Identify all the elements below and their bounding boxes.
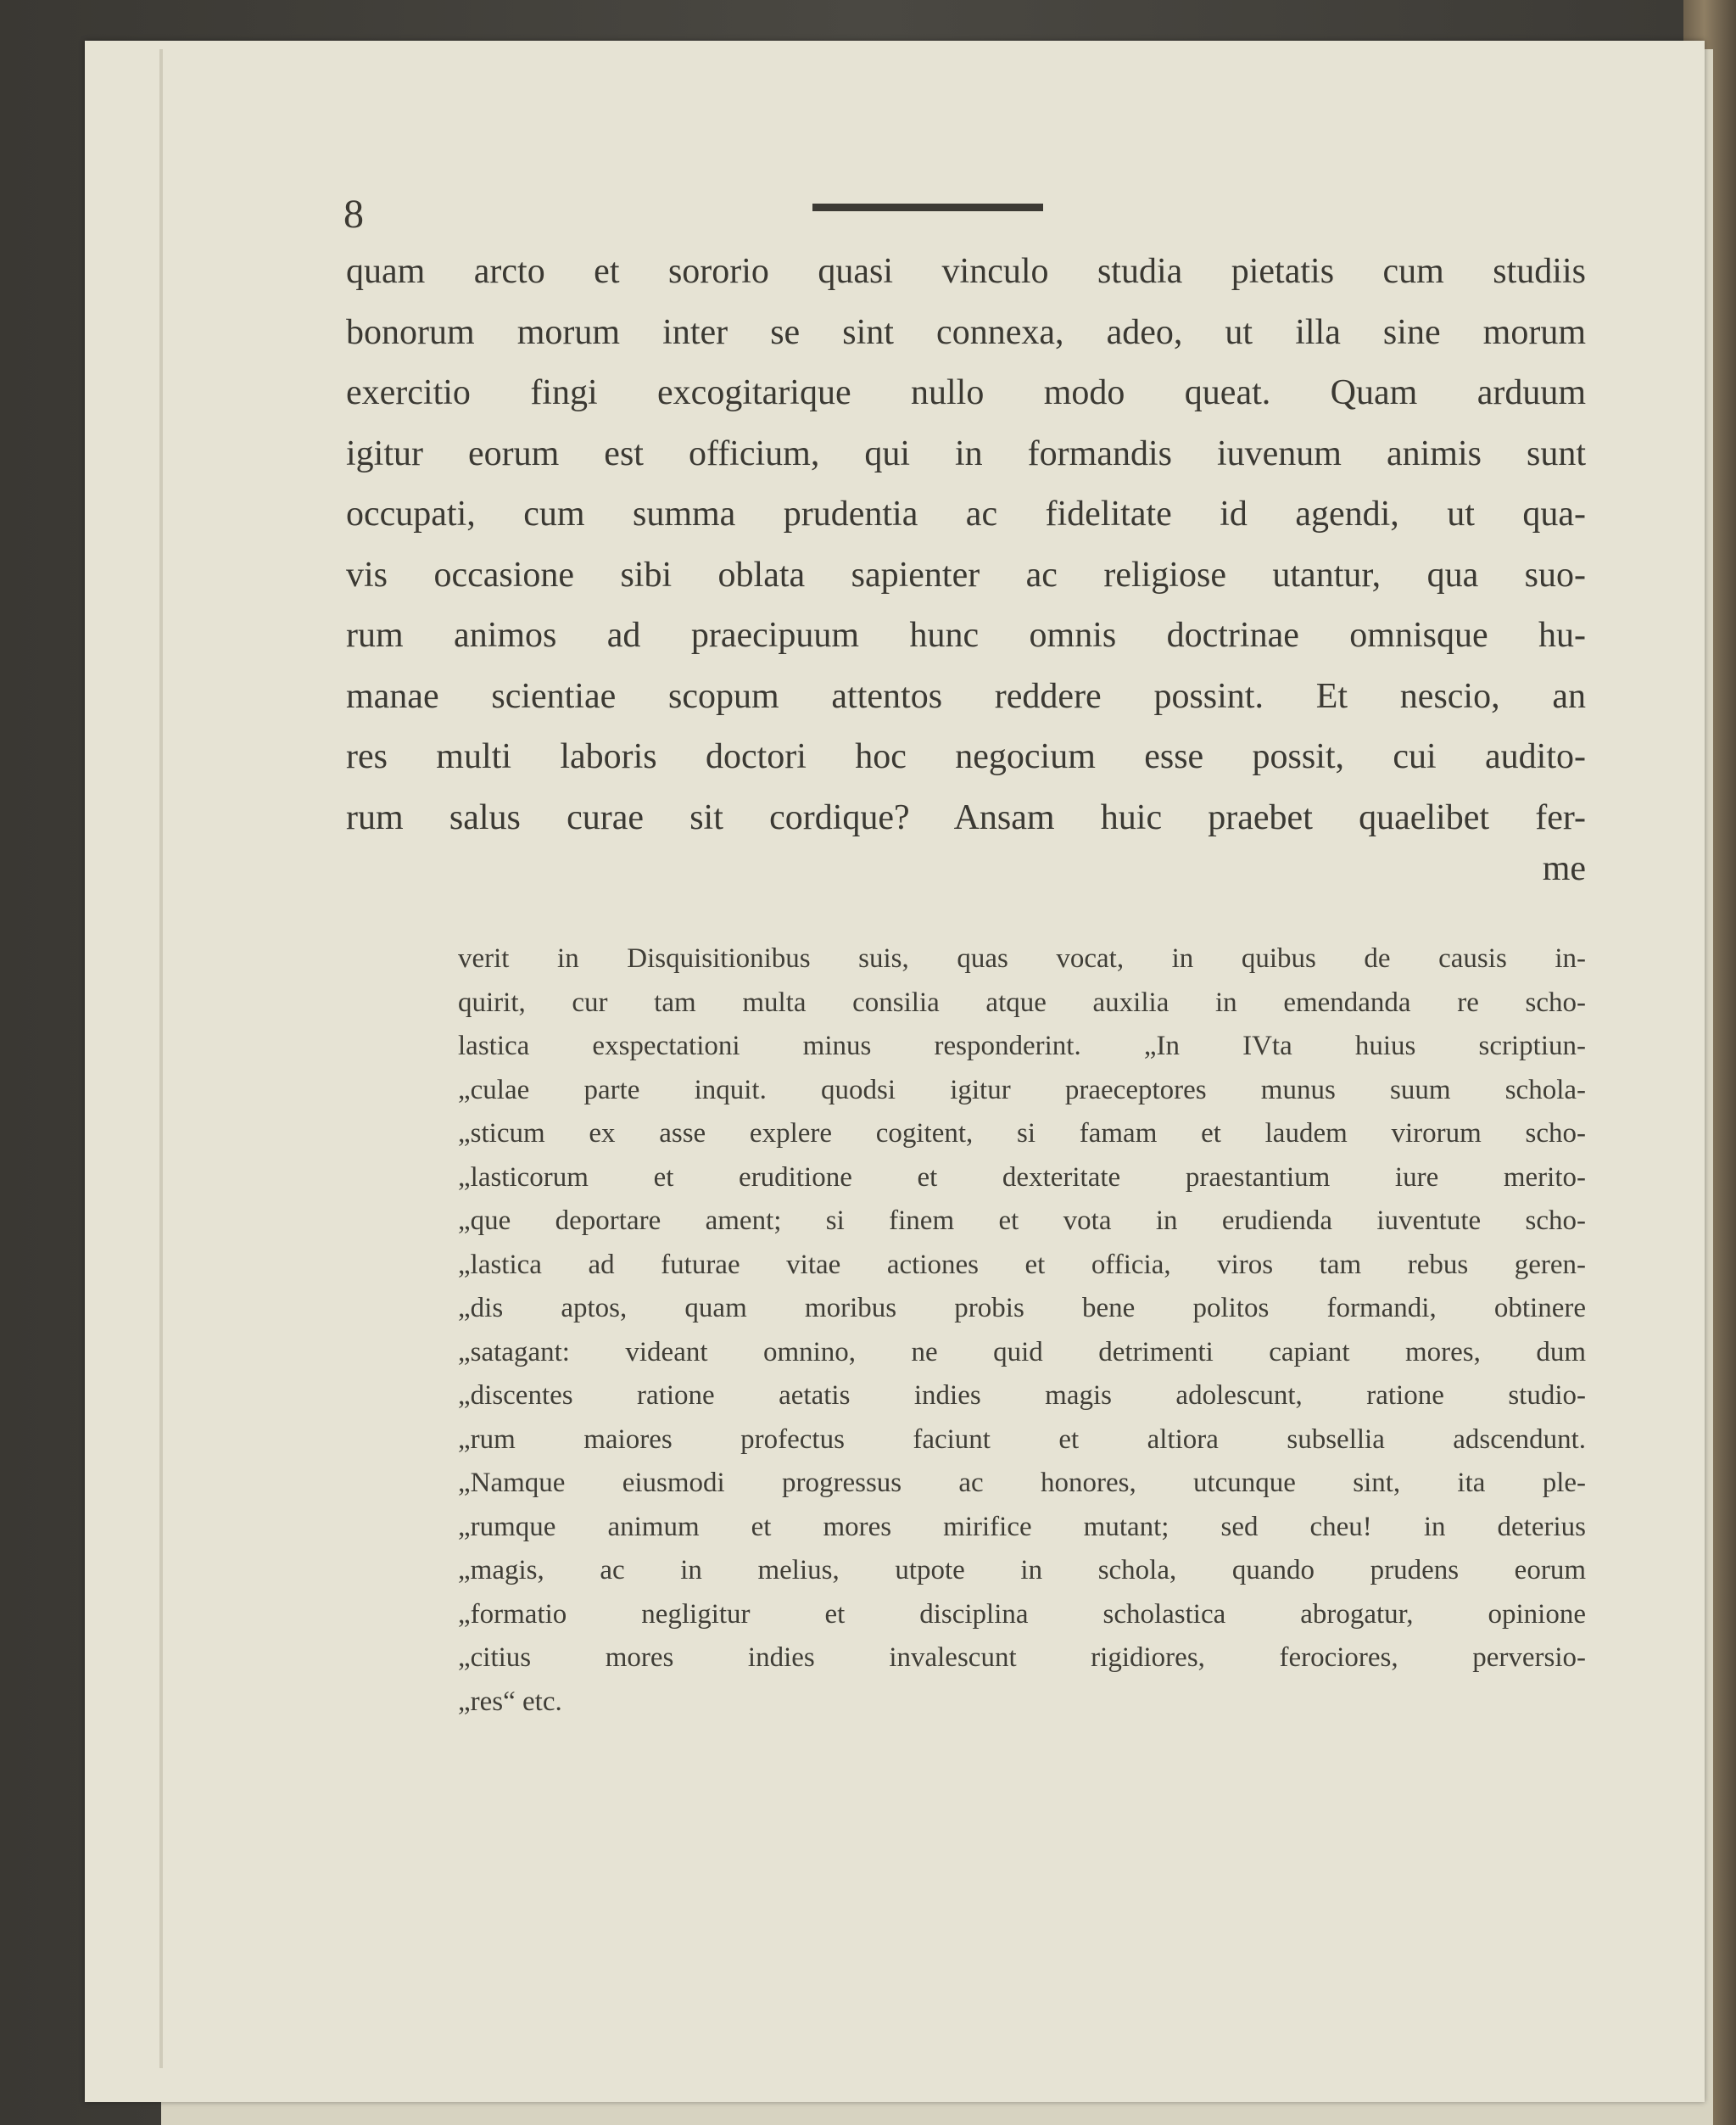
main-text-line: rum salus curae sit cordique? Ansam huic praebet quaelibet fer- [346,797,1586,837]
footnote-line: „lastica ad futurae vitae actiones et officia, viros tam rebus geren- [458,1249,1586,1280]
footnote-line: „sticum ex asse explere cogitent, si famam et laudem virorum scho- [458,1118,1586,1149]
footnote-line: „magis, ac in melius, utpote in schola, quando prudens eorum [458,1555,1586,1585]
footnote-line: „formatio negligitur et disciplina scholastica abrogatur, opinione [458,1598,1586,1630]
footnote-line: „satagant: videant omnino, ne quid detrimenti capiant mores, dum [458,1336,1586,1367]
footnote-line: „Namque eiusmodi progressus ac honores, utcunque sint, ita ple- [458,1468,1586,1498]
footnote-line: lastica exspectationi minus responderint. „In IVta huius scriptiun- [458,1031,1586,1061]
main-text-line: bonorum morum inter se sint connexa, adeo, ut illa sine morum [346,312,1586,352]
page-number: 8 [343,192,364,237]
footnote-line: „rumque animum et mores mirifice mutant; sed cheu! in deterius [458,1511,1586,1542]
footnote-line: quirit, cur tam multa consilia atque auxilia in emendanda re scho- [458,987,1586,1018]
footnote-line: „res“ etc. [458,1686,562,1717]
main-text-line: quam arcto et sororio quasi vinculo studia pietatis cum studiis [346,252,1586,291]
main-text-line: exercitio fingi excogitarique nullo modo queat. Quam arduum [346,373,1586,412]
main-text-line: rum animos ad praecipuum hunc omnis doctrinae omnisque hu- [346,616,1586,655]
footnote-line: „citius mores indies invalescunt rigidiores, ferociores, perversio- [458,1642,1586,1673]
main-text-line: occupati, cum summa prudentia ac fidelitate id agendi, ut qua- [346,495,1586,534]
footnote-line: „culae parte inquit. quodsi igitur praeceptores munus suum schola- [458,1074,1586,1105]
header-rule [812,204,1043,211]
footnote-line: „discentes ratione aetatis indies magis adolescunt, ratione studio- [458,1380,1586,1411]
footnote [458,937,1586,1724]
main-text-line: manae scientiae scopum attentos reddere possint. Et nescio, an [346,676,1586,716]
main-text-line: res multi laboris doctori hoc negocium esse possit, cui audito- [346,737,1586,776]
footnote-line: „que deportare ament; si finem et vota in erudienda iuventute scho- [458,1205,1586,1236]
main-text [346,242,1586,848]
footnote-line: verit in Disquisitionibus suis, quas vocat, in quibus de causis in- [458,943,1586,974]
main-text-line: igitur eorum est officium, qui in formandis iuvenum animis sunt [346,433,1586,473]
main-text-line: vis occasione sibi oblata sapienter ac religiose utantur, qua suo- [346,555,1586,595]
footnote-line: „dis aptos, quam moribus probis bene politos formandi, obtinere [458,1293,1586,1323]
page-fold-line [159,49,163,2068]
catchword: me [1542,849,1586,888]
footnote-line: „lasticorum et eruditione et dexteritate praestantium iure merito- [458,1161,1586,1193]
footnote-line: „rum maiores profectus faciunt et altiora subsellia adscendunt. [458,1423,1586,1455]
